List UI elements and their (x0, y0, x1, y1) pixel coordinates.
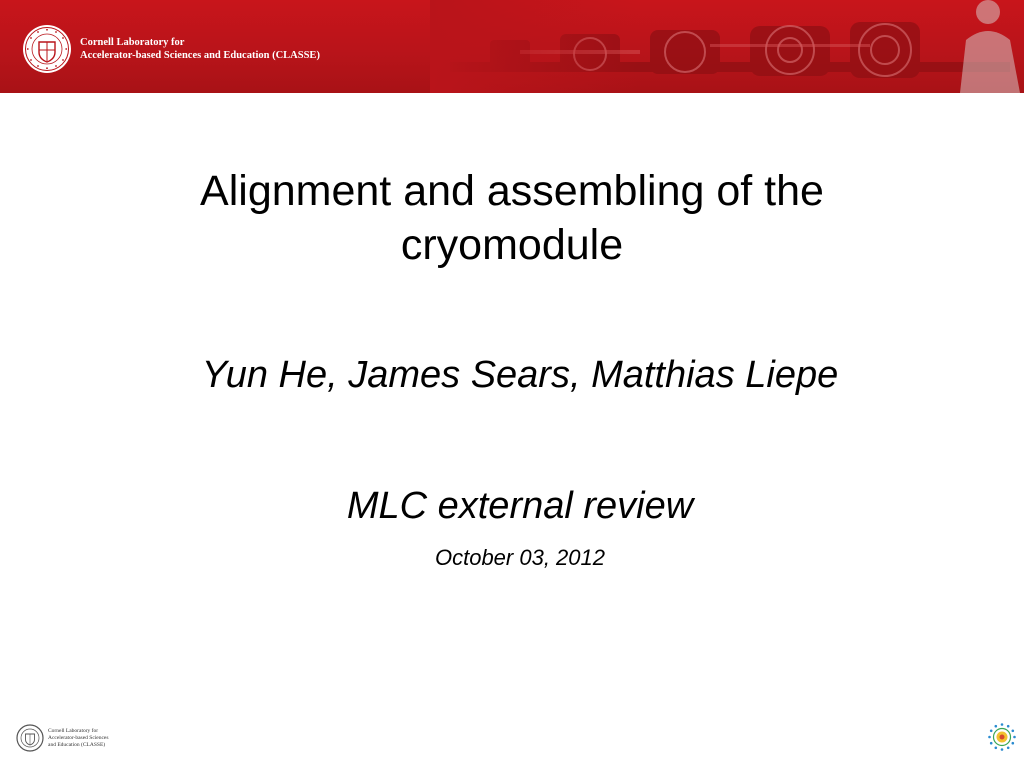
header-org-name-line2: Accelerator-based Sciences and Education (CLASSE) (80, 50, 320, 61)
slide-title-line1: Alignment and assembling of the (200, 167, 824, 215)
cornell-seal-icon (16, 724, 44, 752)
slide-authors: Yun He, James Sears, Matthias Liepe (201, 354, 839, 396)
footer-org-name-line3: and Education (CLASSE) (48, 742, 106, 748)
slide-title-line2: cryomodule (400, 221, 624, 269)
footer-org-name-line1: Cornell Laboratory for (48, 728, 99, 734)
header-org-name-line1: Cornell Laboratory for (80, 37, 185, 48)
footer-org-name-line2: Accelerator-based Sciences (48, 735, 109, 741)
partner-emblem-icon (987, 722, 1017, 752)
header-banner (0, 0, 1024, 93)
slide-title (112, 164, 912, 272)
slide-event: MLC external review (346, 485, 694, 527)
cornell-seal-icon (22, 24, 72, 74)
accelerator-photo (430, 0, 1024, 93)
slide-date: October 03, 2012 (434, 545, 605, 570)
